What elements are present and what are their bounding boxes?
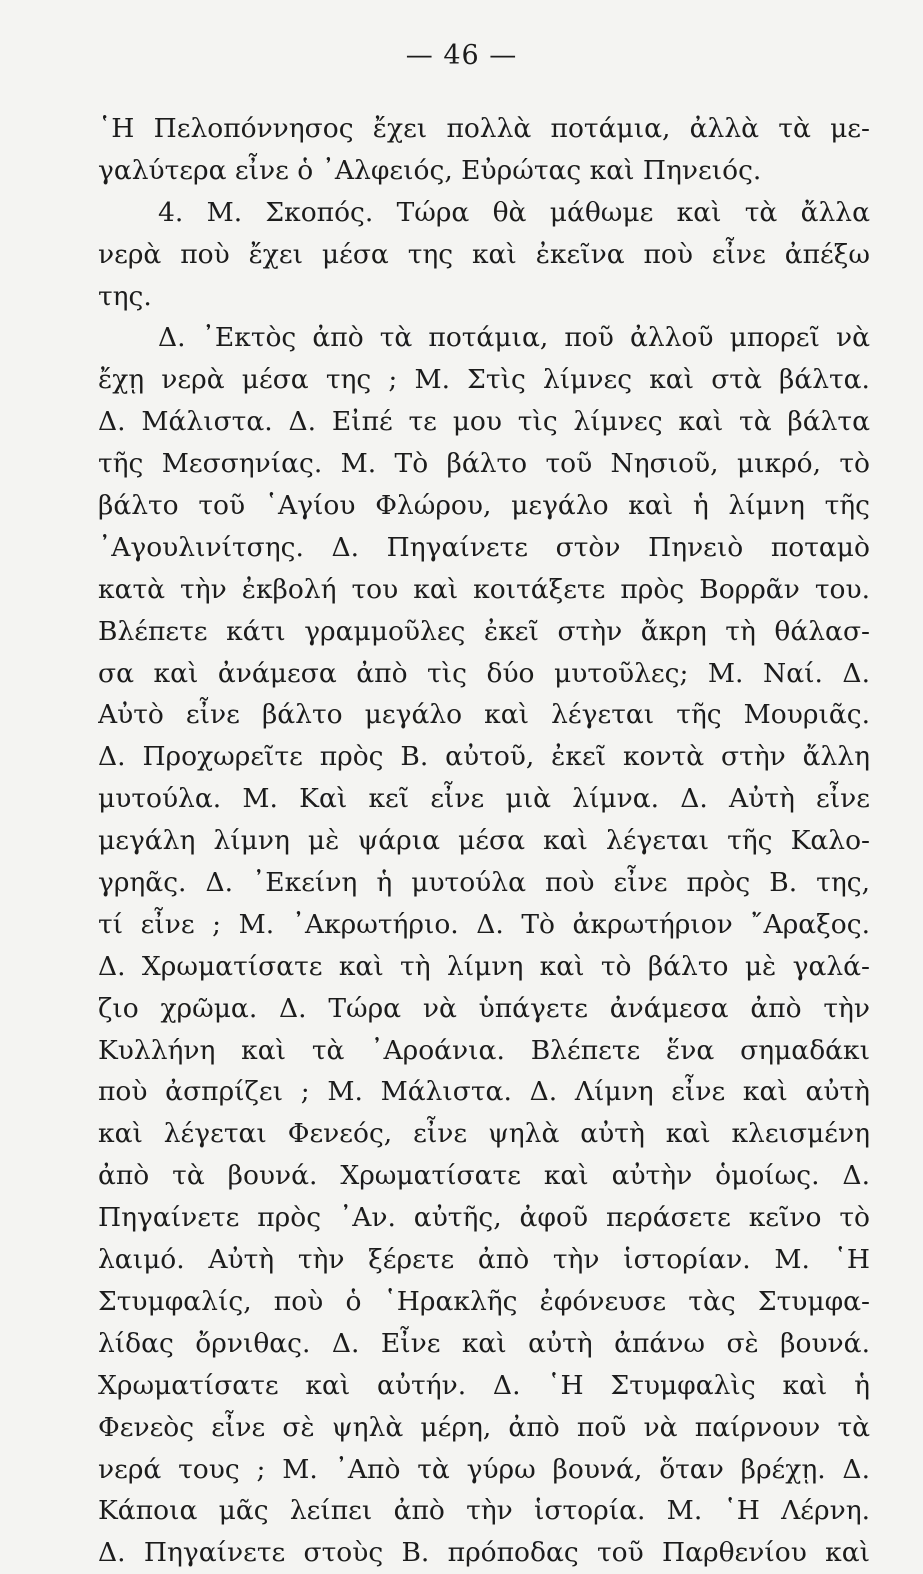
text-line: λαιμό. Αὐτὴ τὴν ξέρετε ἀπὸ τὴν ἱστορίαν. Μ. ῾Η [98, 1244, 870, 1276]
text-line: Κάποια μᾶς λείπει ἀπὸ τὴν ἱστορία. Μ. ῾Η Λέρνη. [98, 1495, 870, 1527]
text-line: ζιο χρῶμα. Δ. Τώρα νὰ ὑπάγετε ἀνάμεσα ἀπὸ τὴν [98, 992, 870, 1024]
body-text [98, 108, 870, 1574]
text-line: Χρωματίσατε καὶ αὐτήν. Δ. ῾Η Στυμφαλὶς καὶ ἡ [98, 1369, 870, 1401]
text-line: γαλύτερα εἶνε ὁ ᾿Αλφειός, Εὐρώτας καὶ Πηνειός. [98, 154, 762, 186]
page-number: — 46 — [405, 40, 518, 71]
text-line: νερά τους ; Μ. ᾿Απὸ τὰ γύρω βουνά, ὅταν βρέχῃ. Δ. [98, 1453, 870, 1485]
text-line: καὶ λέγεται Φενεός, εἶνε ψηλὰ αὐτὴ καὶ κλεισμένη [98, 1118, 870, 1150]
text-line: Κυλλήνη καὶ τὰ ᾿Αροάνια. Βλέπετε ἕνα σημαδάκι [98, 1034, 870, 1066]
text-line: κατὰ τὴν ἐκβολή του καὶ κοιτάξετε πρὸς Βορρᾶν του. [98, 573, 870, 605]
text-line: τῆς Μεσσηνίας. Μ. Τὸ βάλτο τοῦ Νησιοῦ, μικρό, τὸ [98, 448, 870, 480]
text-line: βάλτο τοῦ ῾Αγίου Φλώρου, μεγάλο καὶ ἡ λίμνη τῆς [98, 490, 870, 522]
text-line: ῾Η Πελοπόννησος ἔχει πολλὰ ποτάμια, ἀλλὰ τὰ με- [98, 113, 870, 144]
text-line: ἔχῃ νερὰ μέσα της ; Μ. Στὶς λίμνες καὶ στὰ βάλτα. [98, 364, 870, 396]
text-line: μυτούλα. Μ. Καὶ κεῖ εἶνε μιὰ λίμνα. Δ. Αὐτὴ εἶνε [98, 783, 870, 815]
text-line: νερὰ ποὺ ἔχει μέσα της καὶ ἐκεῖνα ποὺ εἶνε ἀπέξω [98, 238, 870, 270]
text-line: Βλέπετε κάτι γραμμοῦλες ἐκεῖ στὴν ἄκρη τὴ θάλασ- [98, 615, 870, 647]
text-line: σα καὶ ἀνάμεσα ἀπὸ τὶς δύο μυτοῦλες; Μ. Ναί. Δ. [98, 657, 870, 689]
text-line: ᾿Αγουλινίτσης. Δ. Πηγαίνετε στὸν Πηνειὸ ποταμὸ [98, 531, 870, 563]
text-line: της. [98, 280, 152, 312]
text-line: Αὐτὸ εἶνε βάλτο μεγάλο καὶ λέγεται τῆς Μουριᾶς. [98, 699, 870, 731]
text-line: Φενεὸς εἶνε σὲ ψηλὰ μέρη, ἀπὸ ποῦ νὰ παίρνουν τὰ [98, 1411, 870, 1443]
text-line: γρηᾶς. Δ. ᾿Εκείνη ἡ μυτούλα ποὺ εἶνε πρὸς Β. της, [98, 867, 870, 899]
text-line: Δ. ᾿Εκτὸς ἀπὸ τὰ ποτάμια, ποῦ ἀλλοῦ μπορεῖ νὰ [158, 322, 870, 354]
text-line: Στυμφαλίς, ποὺ ὁ ῾Ηρακλῆς ἐφόνευσε τὰς Στυμφα- [98, 1285, 870, 1317]
text-line: Πηγαίνετε πρὸς ᾿Αν. αὐτῆς, ἀφοῦ περάσετε κεῖνο τὸ [98, 1202, 870, 1234]
text-line: 4. Μ. Σκοπός. Τώρα θὰ μάθωμε καὶ τὰ ἄλλα [158, 196, 870, 228]
text-line: ποὺ ἀσπρίζει ; Μ. Μάλιστα. Δ. Λίμνη εἶνε καὶ αὐτὴ [98, 1076, 870, 1108]
text-line: Δ. Προχωρεῖτε πρὸς Β. αὐτοῦ, ἐκεῖ κοντὰ στὴν ἄλλη [98, 741, 870, 773]
text-line: ἀπὸ τὰ βουνά. Χρωματίσατε καὶ αὐτὴν ὁμοίως. Δ. [98, 1160, 870, 1192]
text-line: λίδας ὄρνιθας. Δ. Εἶνε καὶ αὐτὴ ἀπάνω σὲ βουνά. [98, 1327, 870, 1359]
text-line: Δ. Πηγαίνετε στοὺς Β. πρόποδας τοῦ Παρθενίου καὶ [98, 1537, 870, 1569]
text-line: τί εἶνε ; Μ. ᾿Ακρωτήριο. Δ. Τὸ ἀκρωτήριον ῎Αραξος. [98, 908, 870, 940]
text-line: μεγάλη λίμνη μὲ ψάρια μέσα καὶ λέγεται τῆς Καλο- [98, 825, 870, 857]
text-line: Δ. Μάλιστα. Δ. Εἰπέ τε μου τὶς λίμνες καὶ τὰ βάλτα [98, 406, 870, 438]
text-line: Δ. Χρωματίσατε καὶ τὴ λίμνη καὶ τὸ βάλτο μὲ γαλά- [98, 950, 870, 982]
